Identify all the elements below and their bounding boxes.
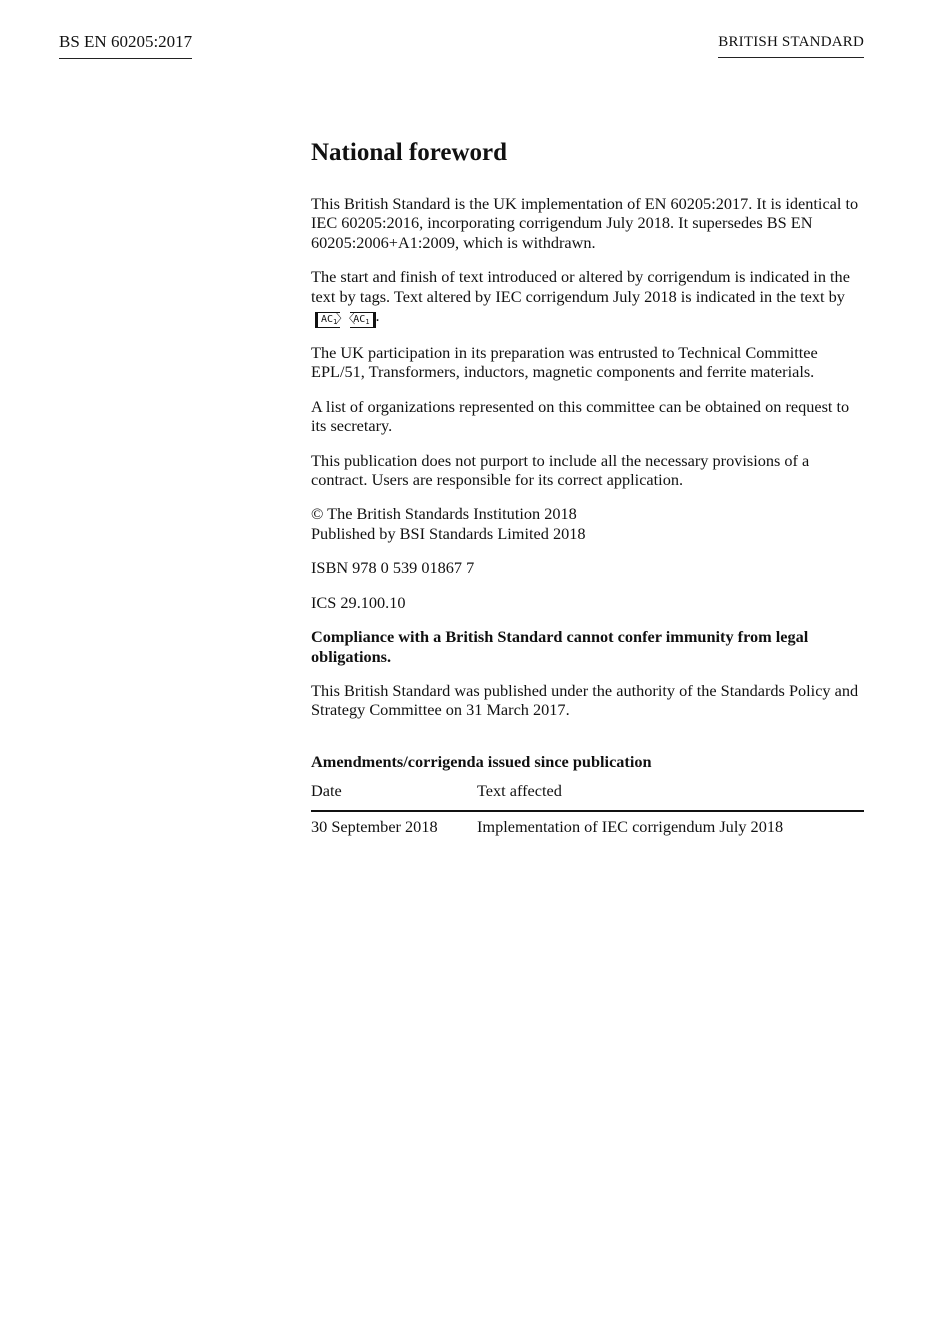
amendments-heading: Amendments/corrigenda issued since publication: [311, 751, 652, 771]
amendments-table: [311, 781, 864, 837]
compliance-statement: Compliance with a British Standard cannot confer immunity from legal obligations.: [311, 627, 809, 666]
corrigendum-start-tag-icon: $AC_1$ 〉: [315, 312, 340, 328]
page-title: National foreword: [311, 139, 508, 166]
publisher-line: Published by BSI Standards Limited 2018: [311, 523, 586, 543]
corrigendum-tags-end: .: [375, 306, 380, 326]
table-header-row: [311, 781, 864, 811]
authority-paragraph: This British Standard was published under the authority of the Standards Policy and Strategy Committee on 31 March 2017.: [311, 680, 859, 720]
corrigendum-tags-paragraph: [311, 267, 866, 328]
organizations-paragraph: A list of organizations represented on this committee can be obtained on request to its secretary.: [311, 396, 850, 436]
corrigendum-end-tag-icon: 〈 $AC_1$: [350, 312, 375, 328]
provisions-paragraph: This publication does not purport to include all the necessary provisions of a contract. Users are responsible for its correct application.: [311, 450, 810, 490]
national-foreword-section: [311, 138, 866, 837]
ics-code: ICS 29.100.10: [311, 592, 406, 612]
isbn: ISBN 978 0 539 01867 7: [311, 558, 475, 578]
corrigendum-tags-text: The start and finish of text introduced or altered by corrigendum is indicated in the text by tags. Text altered by IEC corrigendum July 2018 is indicated in the text by: [311, 267, 850, 306]
amendment-text-affected: Implementation of IEC corrigendum July 2018: [477, 817, 784, 837]
date-column-header: Date: [311, 781, 477, 811]
committee-paragraph: The UK participation in its preparation was entrusted to Technical Committee EPL/51, Transformers, inductors, magnetic components and ferrite materials.: [311, 343, 818, 382]
text-affected-column-header: Text affected: [477, 781, 864, 811]
table-row: [311, 811, 864, 836]
copyright-block: [311, 504, 866, 543]
implementation-paragraph: This British Standard is the UK implementation of EN 60205:2017. It is identical to IEC 60205:2016, incorporating corrigendum July 2018. It supersedes BS EN 60205:2006+A1:2009, which is withdrawn.: [311, 194, 859, 252]
document-number: BS EN 60205:2017: [59, 31, 192, 59]
standard-series-label: BRITISH STANDARD: [718, 32, 864, 58]
copyright-line: © The British Standards Institution 2018: [311, 504, 577, 524]
amendment-date: 30 September 2018: [311, 817, 438, 837]
